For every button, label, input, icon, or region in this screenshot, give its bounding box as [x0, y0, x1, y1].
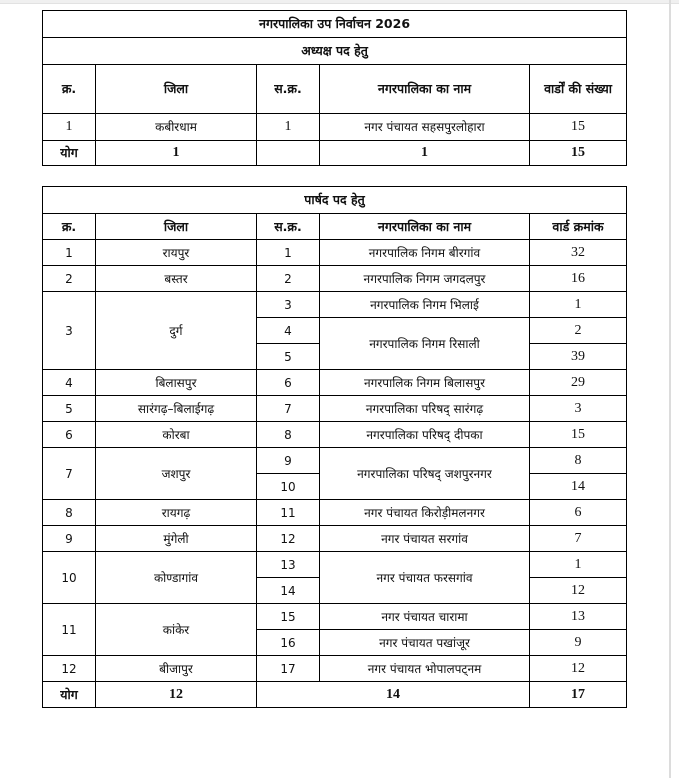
total-district-count: 12 [96, 682, 257, 708]
election-title: नगरपालिका उप निर्वाचन 2026 [43, 11, 627, 38]
ward-number-cell: 8 [530, 448, 627, 474]
serial-cell: 4 [43, 370, 96, 396]
sub-serial-cell: 6 [257, 370, 320, 396]
total-label: योग [43, 682, 96, 708]
ward-number-cell: 14 [530, 474, 627, 500]
ward-number-cell: 2 [530, 318, 627, 344]
serial-cell: 1 [43, 240, 96, 266]
serial-cell: 5 [43, 396, 96, 422]
ward-number-cell: 9 [530, 630, 627, 656]
table-row [43, 604, 627, 630]
serial-cell: 3 [43, 292, 96, 370]
page-edge [669, 0, 671, 778]
column-header-ward-number: वार्ड क्रमांक [530, 214, 627, 240]
municipality-cell: नगरपालिक निगम जगदलपुर [320, 266, 530, 292]
municipality-cell: नगर पंचायत सरगांव [320, 526, 530, 552]
municipality-cell: नगर पंचायत सहसपुरलोहारा [320, 114, 530, 141]
president-section-title: अध्यक्ष पद हेतु [43, 38, 627, 65]
district-cell: रायगढ़ [96, 500, 257, 526]
table-row [43, 500, 627, 526]
total-row [43, 141, 627, 166]
district-cell: कोण्डागांव [96, 552, 257, 604]
municipality-cell: नगरपालिक निगम बिलासपुर [320, 370, 530, 396]
sub-serial-cell: 1 [257, 114, 320, 141]
total-district-count: 1 [96, 141, 257, 166]
column-header-serial: क्र. [43, 65, 96, 114]
sub-serial-cell: 14 [257, 578, 320, 604]
serial-cell: 2 [43, 266, 96, 292]
serial-cell: 6 [43, 422, 96, 448]
sub-serial-cell: 8 [257, 422, 320, 448]
ward-number-cell: 12 [530, 656, 627, 682]
district-cell: जशपुर [96, 448, 257, 500]
ward-number-cell: 1 [530, 552, 627, 578]
district-cell: दुर्ग [96, 292, 257, 370]
municipality-cell: नगरपालिक निगम बीरगांव [320, 240, 530, 266]
serial-cell: 1 [43, 114, 96, 141]
sub-serial-cell: 5 [257, 344, 320, 370]
sub-serial-cell: 3 [257, 292, 320, 318]
top-edge [0, 0, 679, 4]
table-row [43, 422, 627, 448]
district-cell: कांकेर [96, 604, 257, 656]
sub-serial-cell: 10 [257, 474, 320, 500]
municipality-cell: नगर पंचायत किरोड़ीमलनगर [320, 500, 530, 526]
total-municipality-count: 1 [320, 141, 530, 166]
municipality-cell: नगरपालिक निगम रिसाली [320, 318, 530, 370]
sub-serial-cell: 7 [257, 396, 320, 422]
councillor-section-title: पार्षद पद हेतु [43, 187, 627, 214]
ward-number-cell: 7 [530, 526, 627, 552]
ward-number-cell: 1 [530, 292, 627, 318]
serial-cell: 10 [43, 552, 96, 604]
table-row [43, 656, 627, 682]
serial-cell: 7 [43, 448, 96, 500]
district-cell: कबीरधाम [96, 114, 257, 141]
municipality-cell: नगरपालिका परिषद् दीपका [320, 422, 530, 448]
sub-serial-cell: 11 [257, 500, 320, 526]
ward-number-cell: 3 [530, 396, 627, 422]
column-header-ward-count: वार्डों की संख्या [530, 65, 627, 114]
councillor-election-table [42, 186, 627, 708]
sub-serial-cell: 15 [257, 604, 320, 630]
district-cell: मुंगेली [96, 526, 257, 552]
ward-count-cell: 15 [530, 114, 627, 141]
sub-serial-cell: 9 [257, 448, 320, 474]
municipality-cell: नगरपालिक निगम भिलाई [320, 292, 530, 318]
municipality-cell: नगर पंचायत पखांजूर [320, 630, 530, 656]
municipality-cell: नगर पंचायत फरसगांव [320, 552, 530, 604]
district-cell: बस्तर [96, 266, 257, 292]
district-cell: सारंगढ़–बिलाईगढ़ [96, 396, 257, 422]
table-row [43, 370, 627, 396]
total-label: योग [43, 141, 96, 166]
table-row [43, 240, 627, 266]
municipality-cell: नगर पंचायत भोपालपट्नम [320, 656, 530, 682]
column-header-municipality: नगरपालिका का नाम [320, 65, 530, 114]
column-header-sub-serial: स.क्र. [257, 65, 320, 114]
table-row [43, 114, 627, 141]
table-row [43, 526, 627, 552]
district-cell: रायपुर [96, 240, 257, 266]
municipality-cell: नगरपालिका परिषद् जशपुरनगर [320, 448, 530, 500]
serial-cell: 8 [43, 500, 96, 526]
municipality-cell: नगरपालिका परिषद् सारंगढ़ [320, 396, 530, 422]
total-municipality-count: 14 [257, 682, 530, 708]
ward-number-cell: 13 [530, 604, 627, 630]
serial-cell: 12 [43, 656, 96, 682]
sub-serial-cell: 13 [257, 552, 320, 578]
president-election-table [42, 10, 627, 166]
ward-number-cell: 12 [530, 578, 627, 604]
column-header-district: जिला [96, 65, 257, 114]
district-cell: बीजापुर [96, 656, 257, 682]
serial-cell: 9 [43, 526, 96, 552]
ward-number-cell: 39 [530, 344, 627, 370]
serial-cell: 11 [43, 604, 96, 656]
sub-serial-cell: 12 [257, 526, 320, 552]
ward-number-cell: 15 [530, 422, 627, 448]
ward-number-cell: 6 [530, 500, 627, 526]
total-ward-count: 17 [530, 682, 627, 708]
table-row [43, 266, 627, 292]
table-row [43, 396, 627, 422]
sub-serial-cell: 4 [257, 318, 320, 344]
column-header-sub-serial: स.क्र. [257, 214, 320, 240]
column-header-municipality: नगरपालिका का नाम [320, 214, 530, 240]
column-header-serial: क्र. [43, 214, 96, 240]
district-cell: बिलासपुर [96, 370, 257, 396]
municipality-cell: नगर पंचायत चारामा [320, 604, 530, 630]
empty-cell [257, 141, 320, 166]
table-row [43, 552, 627, 578]
ward-number-cell: 32 [530, 240, 627, 266]
table-row [43, 292, 627, 318]
ward-number-cell: 16 [530, 266, 627, 292]
total-row [43, 682, 627, 708]
total-ward-count: 15 [530, 141, 627, 166]
sub-serial-cell: 17 [257, 656, 320, 682]
table-row [43, 448, 627, 474]
ward-number-cell: 29 [530, 370, 627, 396]
column-header-district: जिला [96, 214, 257, 240]
sub-serial-cell: 2 [257, 266, 320, 292]
sub-serial-cell: 1 [257, 240, 320, 266]
district-cell: कोरबा [96, 422, 257, 448]
sub-serial-cell: 16 [257, 630, 320, 656]
